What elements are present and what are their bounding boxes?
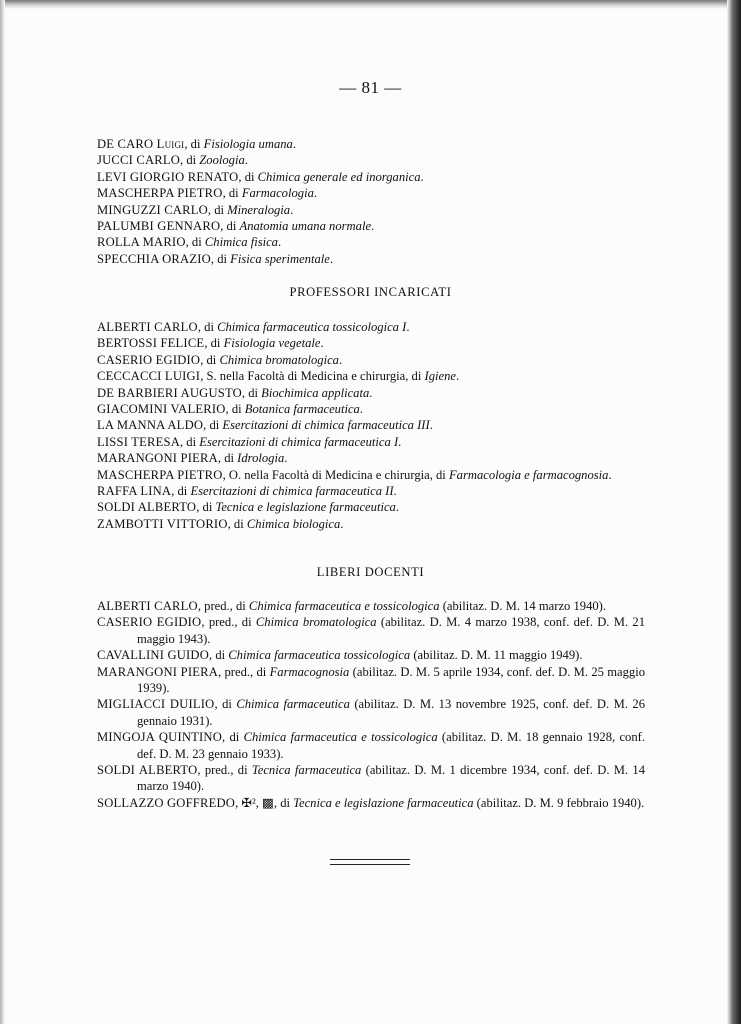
role-text: , di bbox=[204, 336, 224, 351]
role-text: , pred., di bbox=[218, 664, 270, 679]
subject-name: Chimica farmaceutica tossicologica bbox=[228, 648, 411, 663]
role-text: , di bbox=[225, 402, 245, 417]
liberi-docenti-list bbox=[97, 598, 645, 811]
faculty-entry bbox=[97, 169, 645, 185]
subject-name: Zoologia bbox=[199, 153, 245, 168]
ordinari-list bbox=[97, 136, 645, 267]
faculty-name: MINGOJA QUINTINO bbox=[97, 730, 223, 745]
faculty-name: CECCACCI LUIGI bbox=[97, 369, 201, 384]
subject-name: Fisiologia vegetale bbox=[223, 336, 321, 351]
faculty-name: ALBERTI CARLO bbox=[97, 599, 198, 613]
subject-name: Esercitazioni di chimica farmaceutica III bbox=[222, 418, 430, 433]
faculty-entry bbox=[97, 251, 645, 267]
entry-suffix: . bbox=[429, 418, 433, 433]
subject-name: Esercitazioni di chimica farmaceutica I bbox=[199, 434, 399, 449]
role-text: , di bbox=[222, 730, 244, 745]
faculty-name: GIACOMINI VALERIO bbox=[97, 402, 226, 417]
role-text: , di bbox=[203, 418, 223, 433]
subject-name: Chimica bromatologica bbox=[219, 352, 339, 367]
faculty-entry bbox=[97, 696, 645, 729]
faculty-entry bbox=[97, 401, 645, 417]
incaricati-list bbox=[97, 319, 645, 532]
faculty-entry bbox=[97, 185, 645, 201]
faculty-name: MIGLIACCI DUILIO bbox=[97, 697, 215, 712]
entry-suffix: . bbox=[313, 186, 318, 201]
subject-name: Anatomia umana normale bbox=[239, 219, 372, 234]
faculty-name: MASCHERPA PIETRO bbox=[97, 467, 223, 482]
faculty-entry bbox=[97, 762, 645, 795]
faculty-entry bbox=[97, 385, 645, 401]
subject-name: Biochimica applicata bbox=[261, 385, 370, 400]
faculty-name: MARANGONI PIERA bbox=[97, 451, 218, 466]
faculty-name: MASCHERPA PIETRO bbox=[97, 186, 223, 201]
entry-suffix: (abilitaz. D. M. 1 dicembre 1934, conf. def. D. M. 14 marzo 1940). bbox=[137, 763, 645, 794]
subject-name: Idrologia bbox=[237, 451, 285, 466]
faculty-entry bbox=[97, 202, 645, 218]
entry-suffix: . bbox=[359, 402, 364, 417]
faculty-name: LA MANNA ALDO bbox=[97, 418, 204, 433]
faculty-entry bbox=[97, 450, 645, 466]
entry-suffix: . bbox=[340, 516, 344, 531]
entry-suffix: . bbox=[329, 251, 334, 266]
faculty-entry bbox=[97, 664, 645, 697]
faculty-name: SPECCHIA ORAZIO bbox=[97, 251, 211, 266]
subject-name: Tecnica e legislazione farmaceutica bbox=[215, 500, 396, 515]
faculty-entry bbox=[97, 483, 645, 499]
faculty-entry bbox=[97, 795, 645, 811]
faculty-entry bbox=[97, 319, 645, 335]
scan-left-edge bbox=[0, 0, 5, 1024]
entry-suffix: . bbox=[395, 500, 399, 515]
faculty-entry bbox=[97, 152, 645, 168]
entry-suffix: . bbox=[277, 235, 282, 250]
role-text: , di bbox=[180, 153, 200, 168]
entry-suffix: (abilitaz. D. M. 14 marzo 1940). bbox=[439, 599, 607, 613]
faculty-entry bbox=[97, 614, 645, 647]
faculty-name: MINGUZZI CARLO bbox=[97, 202, 208, 217]
role-text: , di bbox=[209, 648, 229, 663]
role-text: , di bbox=[185, 235, 205, 250]
entry-suffix: (abilitaz. D. M. 18 gennaio 1928, conf. def. D. M. 23 gennaio 1933). bbox=[137, 730, 645, 761]
role-text: , O. nella Facoltà di Medicina e chirurgia, di bbox=[222, 467, 449, 482]
role-text: , ✠², ▩, di bbox=[235, 795, 294, 810]
faculty-name: SOLDI ALBERTO bbox=[97, 500, 197, 515]
subject-name: Fisica sperimentale bbox=[230, 251, 330, 266]
faculty-name: SOLLAZZO GOFFREDO bbox=[97, 795, 236, 810]
subject-name: Chimica bromatologica bbox=[255, 615, 377, 630]
role-text: , di bbox=[171, 484, 191, 499]
role-text: , di bbox=[222, 186, 242, 201]
role-text: , di bbox=[217, 451, 238, 466]
entry-suffix: . bbox=[338, 352, 343, 367]
faculty-name: CASERIO EGIDIO bbox=[97, 615, 202, 630]
faculty-entry bbox=[97, 499, 645, 515]
role-text: , di bbox=[210, 251, 231, 266]
role-text: , di bbox=[184, 137, 204, 151]
entry-suffix: . bbox=[608, 467, 612, 482]
faculty-entry bbox=[97, 516, 645, 532]
entry-suffix: . bbox=[420, 169, 424, 184]
subject-name: Chimica generale ed inorganica bbox=[257, 169, 421, 184]
faculty-entry bbox=[97, 352, 645, 368]
faculty-name: LISSI TERESA bbox=[97, 434, 180, 449]
faculty-entry bbox=[97, 335, 645, 351]
faculty-name: ALBERTI CARLO bbox=[97, 320, 198, 334]
closing-double-rule bbox=[330, 859, 410, 865]
scan-right-edge bbox=[727, 0, 741, 1024]
entry-suffix: . bbox=[244, 153, 248, 168]
faculty-entry bbox=[97, 234, 645, 250]
subject-name: Fisiologia umana bbox=[203, 137, 293, 151]
entry-suffix: . bbox=[371, 219, 375, 234]
subject-name: Tecnica farmaceutica bbox=[251, 763, 362, 778]
entry-suffix: . bbox=[290, 202, 294, 217]
faculty-name: RAFFA LINA bbox=[97, 484, 172, 499]
faculty-name: CASERIO EGIDIO bbox=[97, 352, 201, 367]
faculty-name: DE CARO Luigi bbox=[97, 137, 185, 151]
subject-name: Chimica biologica bbox=[246, 516, 341, 531]
entry-suffix: . bbox=[320, 336, 324, 351]
faculty-name: DE BARBIERI AUGUSTO bbox=[97, 385, 242, 400]
subject-name: Chimica farmaceutica bbox=[236, 697, 350, 712]
role-text: , pred., di bbox=[197, 763, 252, 778]
entry-suffix: . bbox=[393, 484, 397, 499]
faculty-entry bbox=[97, 368, 645, 384]
entry-suffix: (abilitaz. D. M. 11 maggio 1949). bbox=[410, 648, 583, 663]
entry-suffix: . bbox=[284, 451, 288, 466]
liberi-docenti-heading: LIBERI DOCENTI bbox=[316, 565, 425, 579]
scan-top-edge bbox=[0, 0, 741, 9]
subject-name: Botanica farmaceutica bbox=[244, 402, 360, 417]
role-text: , di bbox=[197, 320, 218, 334]
subject-name: Igiene bbox=[424, 369, 456, 384]
role-text: , di bbox=[220, 219, 240, 234]
page-number: — 81 — bbox=[339, 78, 402, 97]
subject-name: Farmacognosia bbox=[269, 664, 350, 679]
faculty-entry bbox=[97, 218, 645, 234]
role-text: , di bbox=[180, 434, 200, 449]
role-text: , di bbox=[227, 516, 247, 531]
entry-suffix: (abilitaz. D. M. 4 marzo 1938, conf. def. D. M. 21 maggio 1943). bbox=[137, 615, 645, 646]
entry-suffix: . bbox=[292, 137, 296, 151]
faculty-name: JUCCI CARLO bbox=[97, 153, 181, 168]
faculty-name: CAVALLINI GUIDO bbox=[97, 648, 210, 663]
faculty-entry bbox=[97, 417, 645, 433]
subject-name: Mineralogia bbox=[227, 202, 291, 217]
subject-name: Farmacologia bbox=[241, 186, 314, 201]
entry-suffix: . bbox=[406, 320, 410, 334]
subject-name: Farmacologia e farmacognosia bbox=[448, 467, 609, 482]
subject-name: Chimica farmaceutica e tossicologica bbox=[243, 730, 438, 745]
subject-name: Chimica farmaceutica e tossicologica bbox=[248, 599, 440, 613]
faculty-entry bbox=[97, 467, 645, 483]
faculty-entry bbox=[97, 136, 645, 152]
incaricati-heading: PROFESSORI INCARICATI bbox=[289, 285, 452, 299]
role-text: , di bbox=[196, 500, 216, 515]
entry-suffix: (abilitaz. D. M. 13 novembre 1925, conf. def. D. M. 26 gennaio 1931). bbox=[137, 697, 645, 728]
subject-name: Chimica fisica bbox=[204, 235, 278, 250]
role-text: , S. nella Facoltà di Medicina e chirurgia, di bbox=[200, 369, 425, 384]
faculty-entry bbox=[97, 647, 645, 663]
subject-name: Tecnica e legislazione farmaceutica bbox=[293, 795, 474, 810]
role-text: , di bbox=[238, 169, 258, 184]
role-text: , pred., di bbox=[201, 615, 256, 630]
faculty-name: ROLLA MARIO bbox=[97, 235, 186, 250]
entry-suffix: . bbox=[455, 369, 460, 384]
role-text: , di bbox=[207, 202, 228, 217]
entry-suffix: (abilitaz. D. M. 5 aprile 1934, conf. def. D. M. 25 maggio 1939). bbox=[137, 664, 645, 696]
role-text: , di bbox=[214, 697, 237, 712]
faculty-name: PALUMBI GENNARO bbox=[97, 219, 221, 234]
faculty-name: MARANGONI PIERA bbox=[97, 664, 219, 679]
role-text: , pred., di bbox=[197, 599, 249, 613]
role-text: , di bbox=[200, 352, 220, 367]
subject-name: Esercitazioni di chimica farmaceutica II bbox=[190, 484, 394, 499]
faculty-name: BERTOSSI FELICE bbox=[97, 336, 205, 351]
subject-name: Chimica farmaceutica tossicologica I bbox=[217, 320, 407, 334]
entry-suffix: . bbox=[398, 434, 402, 449]
entry-suffix: . bbox=[369, 385, 373, 400]
faculty-entry bbox=[97, 729, 645, 762]
entry-suffix: (abilitaz. D. M. 9 febbraio 1940). bbox=[473, 795, 645, 810]
faculty-name: LEVI GIORGIO RENATO bbox=[97, 169, 239, 184]
faculty-entry bbox=[97, 434, 645, 450]
role-text: , di bbox=[241, 385, 262, 400]
faculty-name: SOLDI ALBERTO bbox=[97, 763, 198, 778]
faculty-entry bbox=[97, 598, 645, 614]
faculty-name: ZAMBOTTI VITTORIO bbox=[97, 516, 228, 531]
